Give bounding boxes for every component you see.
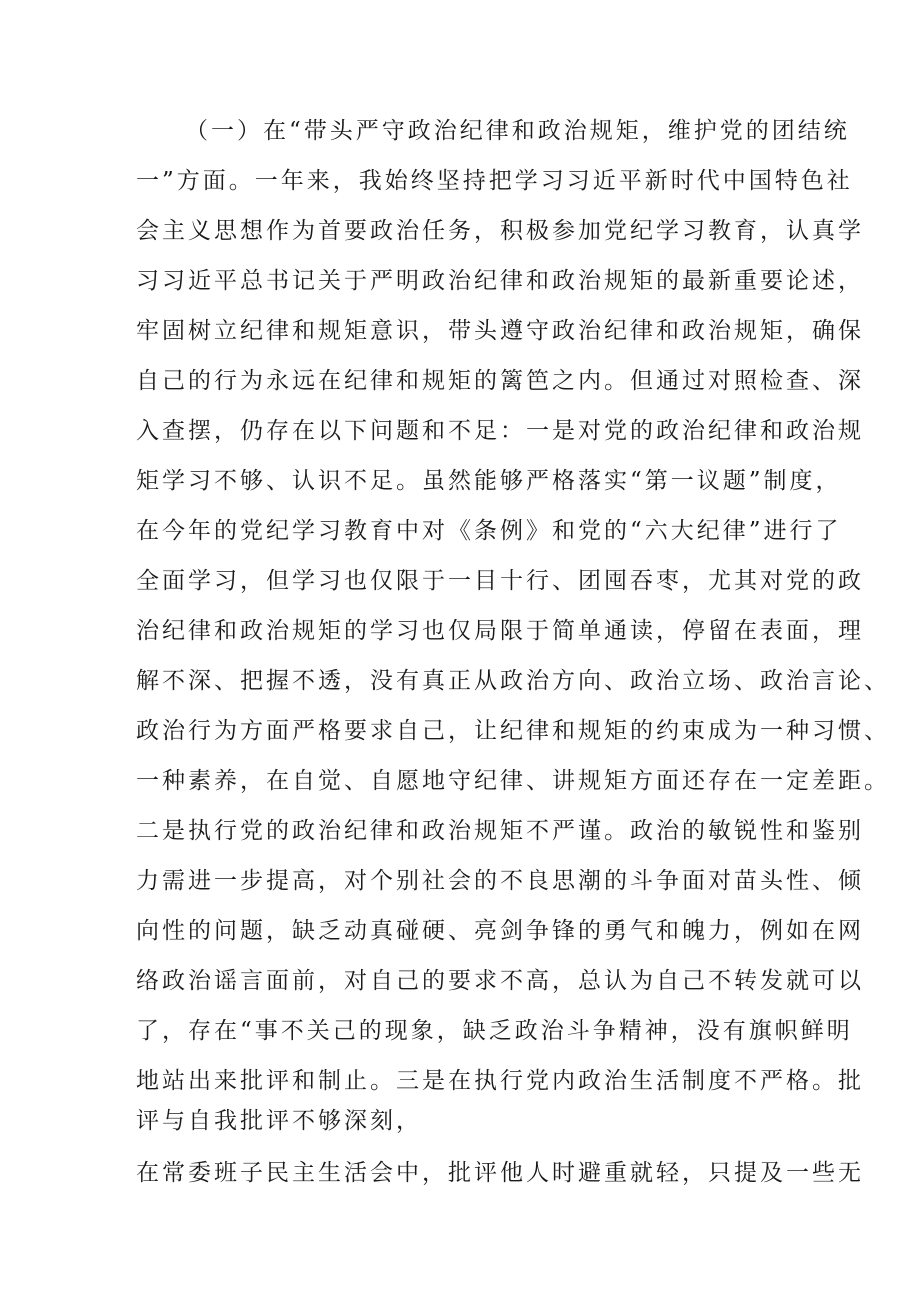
text-line: 一”方面。一年来，我始终坚持把学习习近平新时代中国特色社 [136,168,853,194]
text-line: 全面学习，但学习也仅限于一目十行、团囤吞枣，尤其对党的政 [136,568,864,594]
text-line: （一）在“带头严守政治纪律和政治规矩，维护党的团结统 [185,118,850,144]
text-line: 在常委班子民主生活会中，批评他人时避重就轻，只提及一些无 [136,1160,864,1186]
text-line: 一种素养，在自觉、自愿地守纪律、讲规矩方面还存在一定差距。 [136,768,890,794]
text-line: 力需进一步提高，对个别社会的不良思潮的斗争面对苗头性、倾 [136,868,864,894]
text-line: 牢固树立纪律和规矩意识，带头遵守政治纪律和政治规矩，确保 [136,318,864,344]
text-line: 了，存在“事不关己的现象，缺乏政治斗争精神，没有旗帜鲜明 [136,1018,853,1044]
text-line: 政治行为方面严格要求自己，让纪律和规矩的约束成为一种习惯、 [136,718,890,744]
text-line: 解不深、把握不透，没有真正从政治方向、政治立场、政治言论、 [136,668,890,694]
text-line: 络政治谣言面前，对自己的要求不高，总认为自己不转发就可以 [136,968,864,994]
text-line: 入查摆，仍存在以下问题和不足：一是对党的政治纪律和政治规 [136,418,864,444]
text-line: 二是执行党的政治纪律和政治规矩不严谨。政治的敏锐性和鉴别 [136,818,864,844]
text-line: 评与自我批评不够深刻， [136,1108,422,1134]
text-line: 矩学习不够、认识不足。虽然能够严格落实“第一议题”制度， [136,468,842,494]
text-line: 习习近平总书记关于严明政治纪律和政治规矩的最新重要论述， [136,268,864,294]
text-line: 地站出来批评和制止。三是在执行党内政治生活制度不严格。批 [136,1068,864,1094]
text-line: 会主义思想作为首要政治任务，积极参加党纪学习教育，认真学 [136,218,864,244]
text-line: 治纪律和政治规矩的学习也仅局限于简单通读，停留在表面，理 [136,618,864,644]
text-line: 在今年的党纪学习教育中对《条例》和党的“六大纪律”进行了 [136,518,842,544]
text-line: 向性的问题，缺乏动真碰硬、亮剑争锋的勇气和魄力，例如在网 [136,918,864,944]
text-line: 自己的行为永远在纪律和规矩的篱笆之内。但通过对照检查、深 [136,368,864,394]
